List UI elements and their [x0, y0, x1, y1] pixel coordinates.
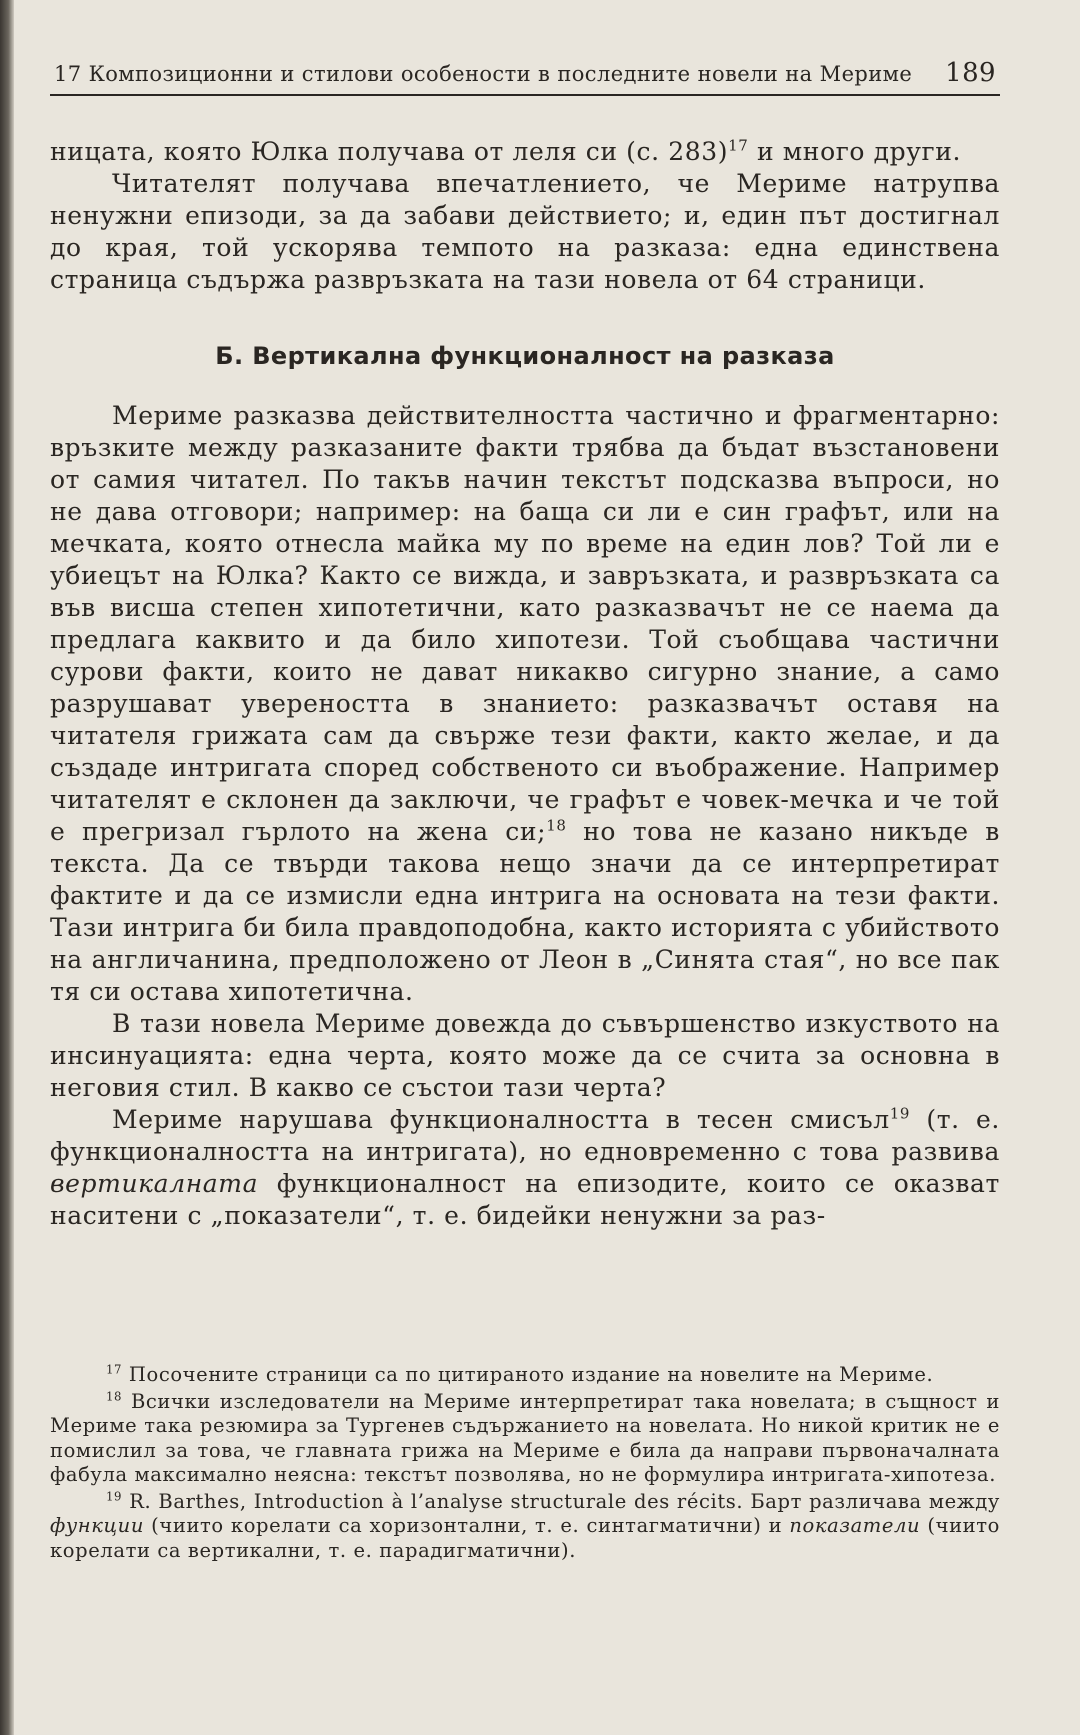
paragraph-3-text: Мериме разказва действителността частично и фрагментарно: връзките между разказаните факти трябва да бъдат възстановени от самия читател. По такъв начин текстът подсказва въпроси, но не дава отговори; например: на баща си ли е син графът, или на мечката, която отнесла майка му по време на един лов? Той ли е убиецът на Юлка? Както се вижда, и завръзката, и развръзката са във висша степен хипотетични, като разказвачът не се наема да предлага каквито и да било хипотези. Той съобщава частични сурови факти, които не дават никакво сигурно знание, а само разрушават увереността в знанието: разказвачът оставя на читателя грижата сам да свърже тези факти, както желае, и да създаде интригата според собственото си въображение. Например читателят е склонен да заключи, че графът е човек-мечка и че той е прегризал гърлото на жена си;	[50, 401, 1000, 846]
footnote-18	[50, 1390, 1000, 1488]
footnote-mark-19: 19	[106, 1489, 123, 1503]
page-number: 189	[945, 58, 996, 88]
paragraph-1-text: ницата, която Юлка получава от леля си (с. 283)	[50, 137, 729, 166]
footnotes	[50, 1363, 1000, 1565]
footnote-19-citation: R. Barthes, Introduction à l’analyse structurale des récits.	[122, 1489, 744, 1513]
footnote-ref-17: 17	[728, 136, 749, 155]
book-binding-shadow	[0, 0, 14, 1735]
footnote-ref-18: 18	[546, 816, 567, 835]
footnote-ref-19: 19	[889, 1104, 911, 1123]
paragraph-5	[50, 1104, 1000, 1232]
emphasis-vertical: вертикалната	[50, 1169, 259, 1198]
body-text	[50, 136, 1000, 1232]
paragraph-1-text-after: и много други.	[748, 137, 962, 166]
paragraph-3	[50, 400, 1000, 1008]
footnote-19-term-indices: показатели	[789, 1514, 921, 1537]
paragraph-5-text-mid: (т. е. функционалността на интригата), но едновременно с това развива	[50, 1105, 1000, 1166]
footnote-19-text-mid: (чиито корелати са хоризонтални, т. е. синтагматични) и	[144, 1514, 790, 1537]
footnote-18-text: Всички изследователи на Мериме интерпретират така новелата; в същност и Мериме така резюмира за Тургенев съдържанието на новелата. Но никой критик не е помислил за това, че главната грижа на Мериме е била да направи първоначалната фабула максимално неясна: текстът позволява, но не формулира интригата-хипотеза.	[50, 1389, 1000, 1486]
paragraph-2: Читателят получава впечатлението, че Мериме натрупва ненужни епизоди, за да забави действието; и, един път достигнал до края, той ускорява темпото на разказа: една единствена страница съдържа развръзката на тази новела от 64 страници.	[50, 169, 1000, 294]
footnote-19-text-after: (чиито корелати са вертикални, т. е. парадигматични).	[50, 1514, 1000, 1562]
footnote-mark-18: 18	[106, 1389, 123, 1403]
footnote-19	[50, 1490, 1000, 1564]
footnote-19-text: Барт различава между	[743, 1489, 1000, 1513]
running-head	[50, 58, 1000, 96]
chapter-title: 17 Композиционни и стилови особености в последните новели на Мериме	[54, 62, 913, 86]
footnote-19-term-functions: функции	[50, 1514, 144, 1537]
page	[50, 58, 1000, 1232]
paragraph-1	[50, 136, 1000, 168]
footnote-17	[50, 1363, 1000, 1388]
footnote-17-text: Посочените страници са по цитираното издание на новелите на Мериме.	[122, 1363, 934, 1386]
footnote-mark-17: 17	[106, 1362, 123, 1377]
paragraph-4: В тази новела Мериме довежда до съвършенство изкуството на инсинуацията: една черта, която може да се счита за основна в неговия стил. В какво се състои тази черта?	[50, 1009, 1000, 1102]
section-heading: Б. Вертикална функционалност на разказа	[215, 342, 835, 370]
paragraph-5-text-after: функционалност на епизодите, които се оказват наситени с „показатели“, т. е. бидейки ненужни за раз-	[50, 1169, 1000, 1230]
paragraph-5-text: Мериме нарушава функционалността в тесен смисъл	[112, 1105, 890, 1134]
paragraph-3-text-after: но това не казано никъде в текста. Да се твърди такова нещо значи да се интерпретират фактите и да се измисли една интрига на основата на тези факти. Тази интрига би била правдоподобна, както историята с убийството на англичанина, предположено от Леон в „Синята стая“, но все пак тя си остава хипотетична.	[50, 817, 1000, 1006]
